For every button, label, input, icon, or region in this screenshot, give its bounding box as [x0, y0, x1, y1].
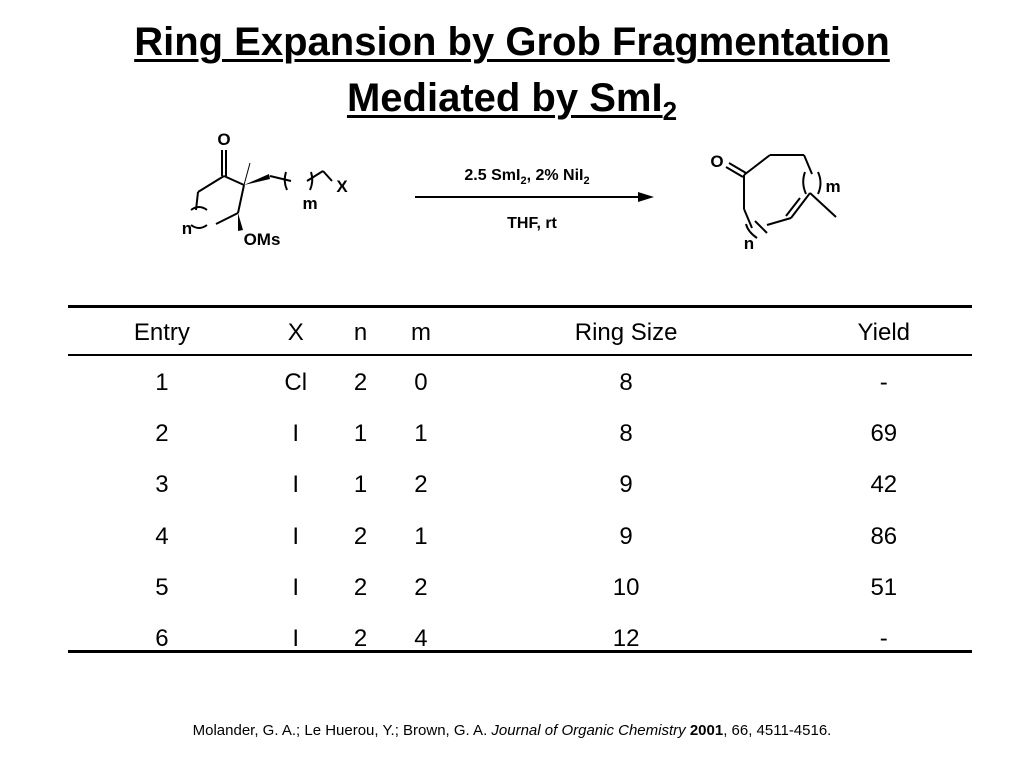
cell-x: I	[292, 522, 300, 550]
citation	[0, 722, 1024, 739]
table-row	[68, 613, 972, 664]
cell-entry: 6	[155, 625, 169, 653]
cell-ring-size: 8	[619, 419, 633, 447]
cell-yield: 42	[870, 471, 898, 499]
title-line-2-text: Mediated by SmI	[346, 76, 663, 120]
cell-n: 2	[353, 573, 368, 601]
citation-year: 2001	[689, 722, 724, 739]
citation-authors: Molander, G. A.; Le Huerou, Y.; Brown, G. A.	[192, 722, 492, 739]
citation-journal: Journal of Organic Chemistry	[491, 722, 686, 739]
product-carbonyl-o: O	[710, 152, 724, 171]
cell-entry: 4	[155, 522, 169, 550]
table-row	[68, 408, 972, 459]
cell-x: I	[292, 573, 300, 601]
reagents-subscript-1: 2	[520, 175, 527, 187]
table-row	[68, 357, 972, 408]
product-structure	[726, 155, 836, 238]
reactant-oms-label: OMs	[243, 230, 281, 249]
cell-ring-size: 8	[619, 368, 633, 396]
cell-ring-size: 12	[612, 625, 640, 653]
header-n: n	[353, 318, 368, 346]
title-line-2	[346, 76, 678, 126]
cell-yield: -	[879, 625, 888, 653]
table-row	[68, 511, 972, 562]
reagents-subscript-2: 2	[583, 175, 590, 187]
cell-ring-size: 9	[619, 471, 633, 499]
cell-entry: 5	[155, 573, 169, 601]
cell-entry: 3	[155, 471, 169, 499]
reactant-x-label: X	[336, 177, 348, 196]
reactant-carbonyl-o: O	[217, 130, 231, 149]
results-table	[68, 308, 972, 665]
cell-n: 1	[353, 471, 368, 499]
table-row	[68, 460, 972, 511]
cell-ring-size: 10	[612, 573, 640, 601]
reactant-n-label: n	[181, 219, 193, 238]
cell-x: I	[292, 419, 300, 447]
cell-n: 2	[353, 625, 368, 653]
cell-x: Cl	[284, 368, 308, 396]
reactant-structure	[191, 150, 332, 231]
cell-yield: -	[879, 368, 888, 396]
cell-m: 2	[414, 471, 428, 499]
table-header-row	[68, 308, 972, 357]
cell-n: 2	[353, 368, 368, 396]
title-subscript: 2	[662, 96, 678, 126]
citation-details: , 66, 4511-4516.	[723, 722, 832, 739]
reaction-arrowhead	[638, 192, 654, 202]
cell-entry: 2	[155, 419, 169, 447]
header-m: m	[410, 318, 431, 346]
reaction-scheme	[0, 120, 1024, 255]
cell-m: 2	[414, 573, 428, 601]
reagents-part-1: 2.5 SmI	[464, 167, 521, 184]
cell-ring-size: 9	[619, 522, 633, 550]
cell-yield: 69	[870, 419, 898, 447]
product-n-label: n	[743, 234, 755, 253]
reaction-reagents	[464, 167, 589, 187]
cell-m: 1	[414, 522, 428, 550]
cell-x: I	[292, 471, 300, 499]
header-x: X	[287, 318, 304, 346]
cell-x: I	[292, 625, 300, 653]
cell-yield: 51	[870, 573, 898, 601]
cell-m: 4	[414, 625, 428, 653]
cell-entry: 1	[155, 368, 169, 396]
reagents-part-2: , 2% NiI	[526, 167, 584, 184]
cell-m: 0	[414, 368, 428, 396]
title-line-1: Ring Expansion by Grob Fragmentation	[134, 20, 890, 64]
reaction-solvent: THF, rt	[507, 215, 557, 232]
product-m-label: m	[825, 177, 841, 196]
cell-n: 1	[353, 419, 368, 447]
cell-m: 1	[414, 419, 428, 447]
cell-n: 2	[353, 522, 368, 550]
header-yield: Yield	[857, 318, 911, 346]
table-row	[68, 562, 972, 613]
header-ring-size: Ring Size	[574, 318, 678, 346]
header-entry: Entry	[133, 318, 190, 346]
cell-yield: 86	[870, 522, 898, 550]
reactant-m-label: m	[302, 194, 318, 213]
